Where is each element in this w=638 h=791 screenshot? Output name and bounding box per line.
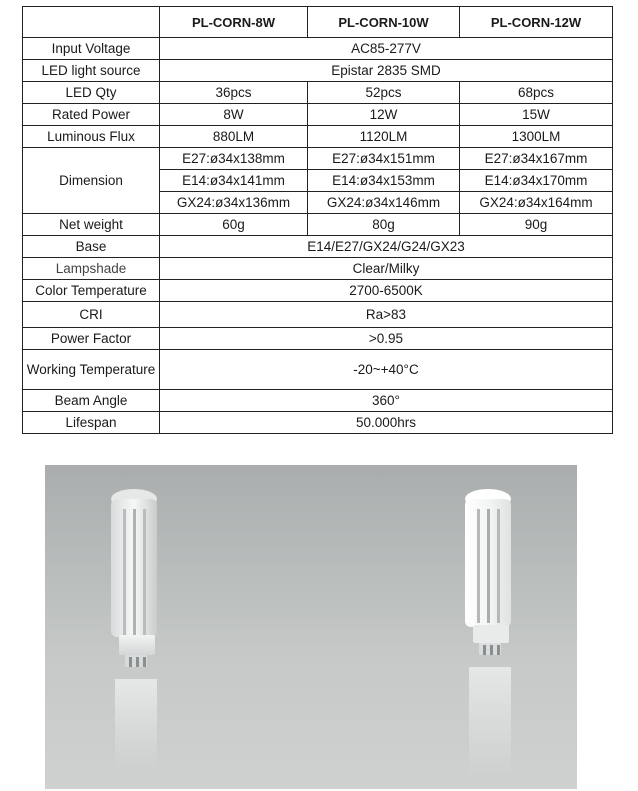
cell-value: E27:ø34x167mm [460, 148, 613, 170]
cell-value: 1120LM [308, 126, 460, 148]
table-row [23, 302, 613, 328]
row-label: Working Temperature [23, 350, 160, 390]
cell-value: 15W [460, 104, 613, 126]
cell-value: 52pcs [308, 82, 460, 104]
cell-value: GX24:ø34x136mm [160, 192, 308, 214]
table-row [23, 328, 613, 350]
cell-value: 2700-6500K [160, 280, 613, 302]
table-row [23, 236, 613, 258]
cell-value: E27:ø34x138mm [160, 148, 308, 170]
table-row [23, 280, 613, 302]
row-label: Input Voltage [23, 38, 160, 60]
row-label: LED Qty [23, 82, 160, 104]
cell-value: 880LM [160, 126, 308, 148]
cell-value: 8W [160, 104, 308, 126]
header-cell-10w: PL-CORN-10W [308, 7, 460, 38]
table-row [23, 214, 613, 236]
row-label: Lampshade [23, 258, 160, 280]
row-label: Luminous Flux [23, 126, 160, 148]
table-row [23, 390, 613, 412]
row-label: Beam Angle [23, 390, 160, 412]
header-row [23, 7, 613, 38]
row-label: Lifespan [23, 412, 160, 434]
row-label: Color Temperature [23, 280, 160, 302]
table-row [23, 104, 613, 126]
cell-value: 360° [160, 390, 613, 412]
product-photo [45, 465, 577, 789]
table-row [23, 82, 613, 104]
cell-value: E27:ø34x151mm [308, 148, 460, 170]
cell-value: -20~+40°C [160, 350, 613, 390]
lamp-left [111, 489, 157, 769]
table-row [23, 126, 613, 148]
row-label: CRI [23, 302, 160, 328]
row-label: Base [23, 236, 160, 258]
table-row [23, 148, 613, 170]
row-label: Rated Power [23, 104, 160, 126]
cell-value: 12W [308, 104, 460, 126]
row-label: LED light source [23, 60, 160, 82]
table-row [23, 412, 613, 434]
cell-value: GX24:ø34x146mm [308, 192, 460, 214]
cell-value: 90g [460, 214, 613, 236]
cell-value: Epistar 2835 SMD [160, 60, 613, 82]
cell-value: 36pcs [160, 82, 308, 104]
cell-value: 50.000hrs [160, 412, 613, 434]
cell-value: Ra>83 [160, 302, 613, 328]
cell-value: E14:ø34x153mm [308, 170, 460, 192]
header-cell-12w: PL-CORN-12W [460, 7, 613, 38]
cell-value: 80g [308, 214, 460, 236]
cell-value: 1300LM [460, 126, 613, 148]
cell-value: E14/E27/GX24/G24/GX23 [160, 236, 613, 258]
table-row [23, 38, 613, 60]
cell-value: AC85-277V [160, 38, 613, 60]
row-label: Dimension [23, 148, 160, 214]
table-row [23, 350, 613, 390]
cell-value: E14:ø34x170mm [460, 170, 613, 192]
table-row [23, 258, 613, 280]
cell-value: >0.95 [160, 328, 613, 350]
cell-value: 60g [160, 214, 308, 236]
cell-value: 68pcs [460, 82, 613, 104]
product-photo-svg [45, 465, 577, 789]
row-label: Net weight [23, 214, 160, 236]
header-cell-8w: PL-CORN-8W [160, 7, 308, 38]
row-label: Power Factor [23, 328, 160, 350]
cell-value: E14:ø34x141mm [160, 170, 308, 192]
cell-value: Clear/Milky [160, 258, 613, 280]
table-row [23, 60, 613, 82]
cell-value: GX24:ø34x164mm [460, 192, 613, 214]
header-cell-empty [23, 7, 160, 38]
spec-table [22, 6, 613, 434]
